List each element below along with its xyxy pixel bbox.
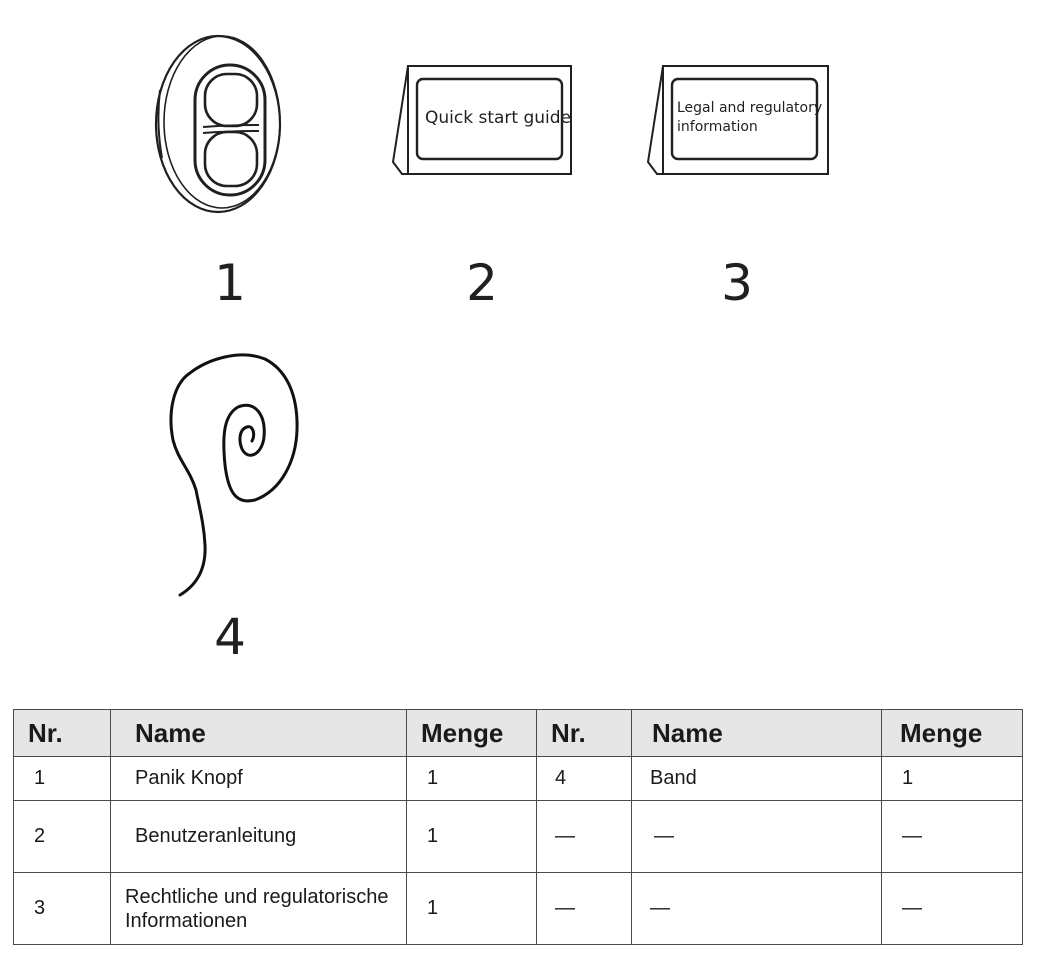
header-menge: Menge [407,710,537,757]
cell-menge: 1 [407,873,537,945]
table-row [14,873,1023,945]
header-nr: Nr. [14,710,111,757]
cell-menge: 1 [882,757,1023,801]
figure-3-number: 3 [721,254,753,312]
cell-name: — [632,801,882,873]
figure-1-number: 1 [214,254,246,312]
legal-info-label-line1: Legal and regulatory [677,100,823,116]
cell-name: Band [632,757,882,801]
header-nr: Nr. [537,710,632,757]
cell-nr: 2 [14,801,111,873]
cell-menge: 1 [407,757,537,801]
cell-nr: 1 [14,757,111,801]
table-row [14,757,1023,801]
table-header-row [14,710,1023,757]
package-contents-table [13,709,1023,945]
figure-2-number: 2 [466,254,498,312]
figure-4-number: 4 [214,608,246,666]
cell-nr: — [537,801,632,873]
cell-name: Panik Knopf [111,757,407,801]
cell-nr: 3 [14,873,111,945]
legal-info-label-line2: information [677,119,758,135]
cell-name: Benutzeranleitung [111,801,407,873]
header-name: Name [632,710,882,757]
cell-menge: — [882,801,1023,873]
header-name: Name [111,710,407,757]
panic-button-icon [150,30,290,220]
cell-nr: — [537,873,632,945]
cell-menge: 1 [407,801,537,873]
cell-name: Rechtliche und regulatorische Informationen [111,873,407,945]
header-menge: Menge [882,710,1023,757]
quick-start-guide-label: Quick start guide [425,108,572,128]
cell-menge: — [882,873,1023,945]
lanyard-icon [160,345,310,605]
cell-nr: 4 [537,757,632,801]
cell-name: — [632,873,882,945]
table-row [14,801,1023,873]
